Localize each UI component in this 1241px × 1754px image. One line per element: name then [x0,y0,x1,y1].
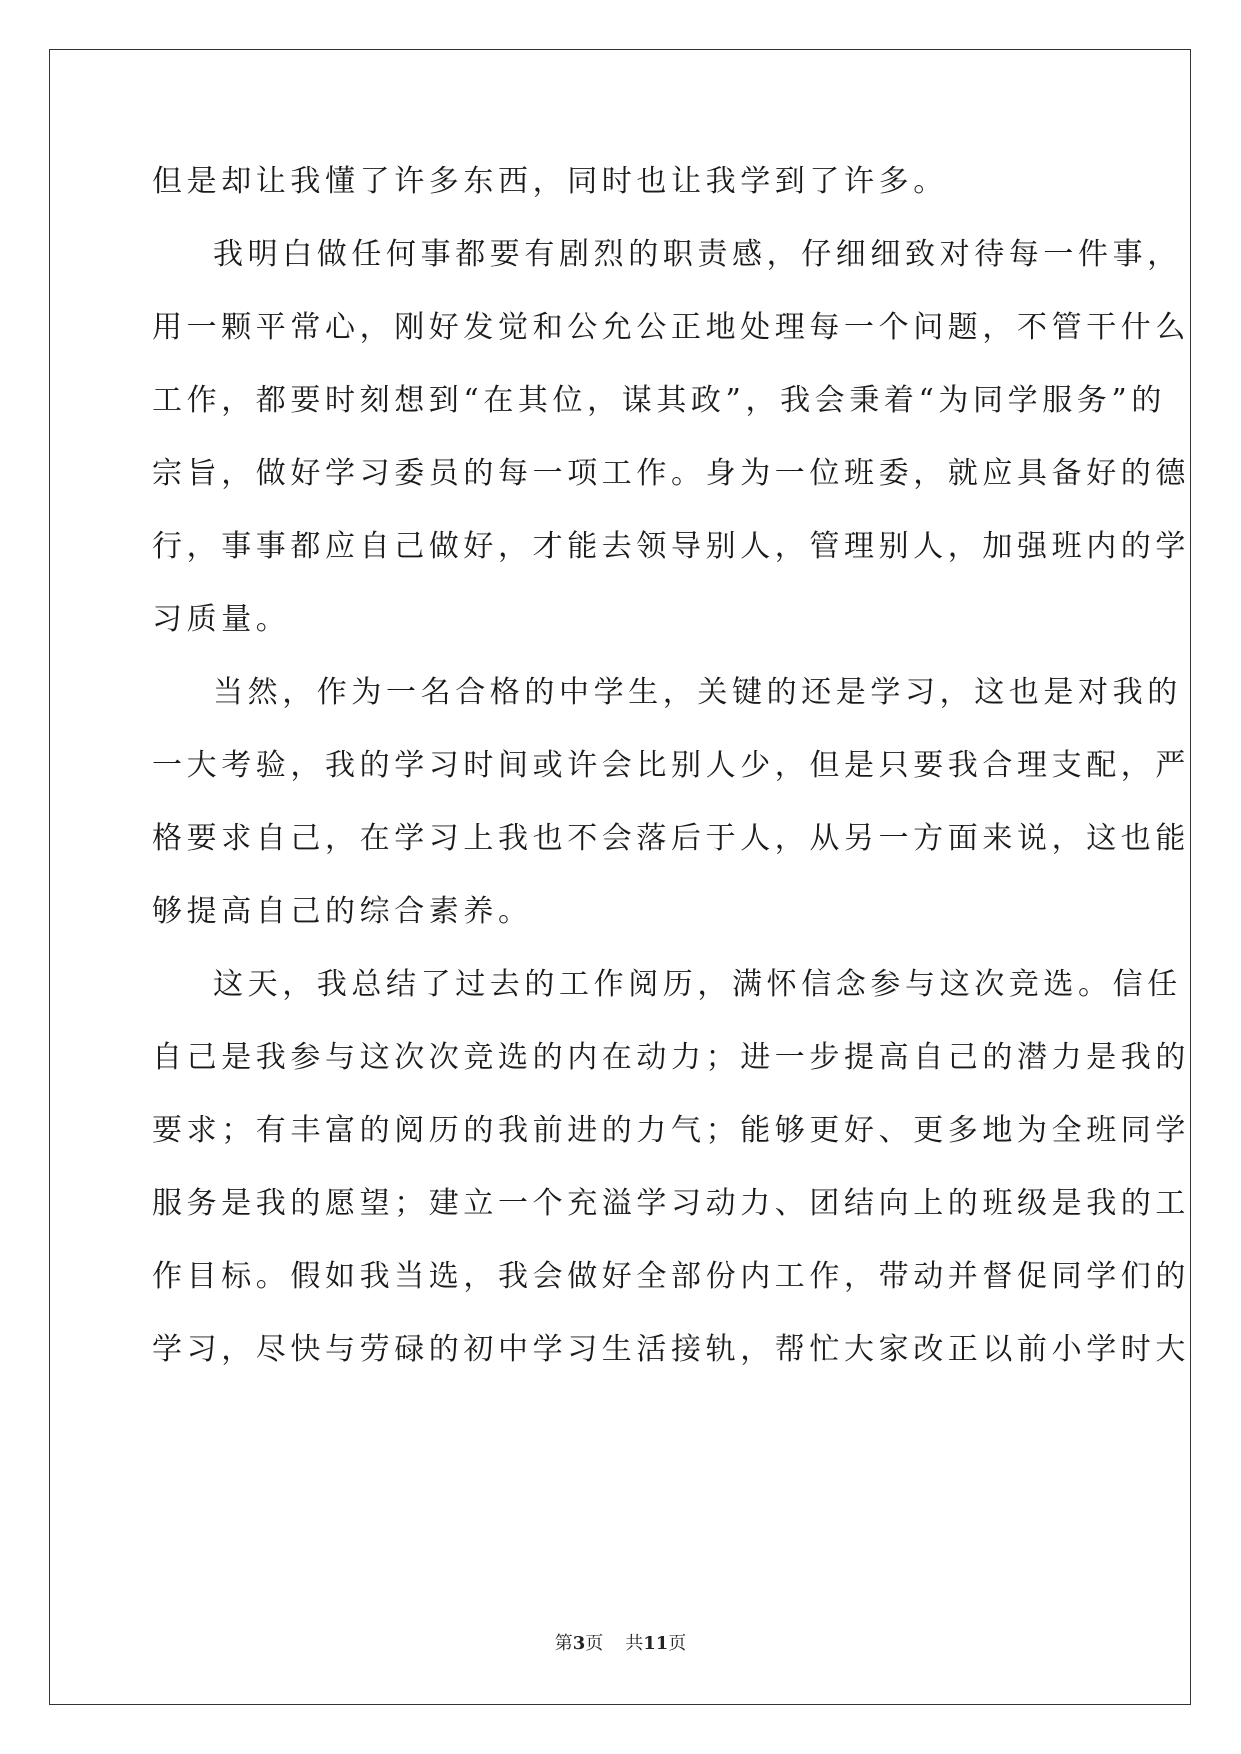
page-prefix: 第 [554,1633,573,1654]
text-line: 行，事事都应自己做好，才能去领导别人，管理别人，加强班内的学 [152,529,1190,564]
text-line: 一大考验，我的学习时间或许会比别人少，但是只要我合理支配，严 [152,748,1190,783]
total-suffix: 页 [668,1633,687,1654]
text-line: 服务是我的愿望；建立一个充溢学习动力、团结向上的班级是我的工 [152,1186,1190,1221]
text-line: 但是却让我懂了许多东西，同时也让我学到了许多。 [152,164,948,199]
page-footer [0,1632,1241,1656]
text-line: 当然，作为一名合格的中学生，关键的还是学习，这也是对我的 [213,675,1182,710]
text-line: 自己是我参与这次次竞选的内在动力；进一步提高自己的潜力是我的 [152,1040,1190,1075]
text-line: 宗旨，做好学习委员的每一项工作。身为一位班委，就应具备好的德 [152,456,1190,491]
text-line: 格要求自己，在学习上我也不会落后于人，从另一方面来说，这也能 [152,821,1190,856]
text-line: 这天，我总结了过去的工作阅历，满怀信念参与这次竞选。信任 [213,967,1182,1002]
text-line: 学习，尽快与劳碌的初中学习生活接轨，帮忙大家改正以前小学时大 [152,1332,1190,1367]
total-pages: 11 [643,1633,669,1654]
text-line: 工作，都要时刻想到“在其位，谋其政”，我会秉着“为同学服务”的 [152,383,1166,418]
text-line: 习质量。 [152,602,291,637]
text-line: 要求；有丰富的阅历的我前进的力气；能够更好、更多地为全班同学 [152,1113,1190,1148]
text-line: 用一颗平常心，刚好发觉和公允公正地处理每一个问题，不管干什么 [152,310,1190,345]
total-prefix: 共 [625,1633,644,1654]
text-line: 作目标。假如我当选，我会做好全部份内工作，带动并督促同学们的 [152,1259,1190,1294]
text-line: 我明白做任何事都要有剧烈的职责感，仔细细致对待每一件事， [213,237,1182,272]
page-suffix: 页 [585,1633,604,1654]
page-frame [49,49,1191,1705]
page-number: 3 [572,1633,586,1654]
text-line: 够提高自己的综合素养。 [152,894,533,929]
